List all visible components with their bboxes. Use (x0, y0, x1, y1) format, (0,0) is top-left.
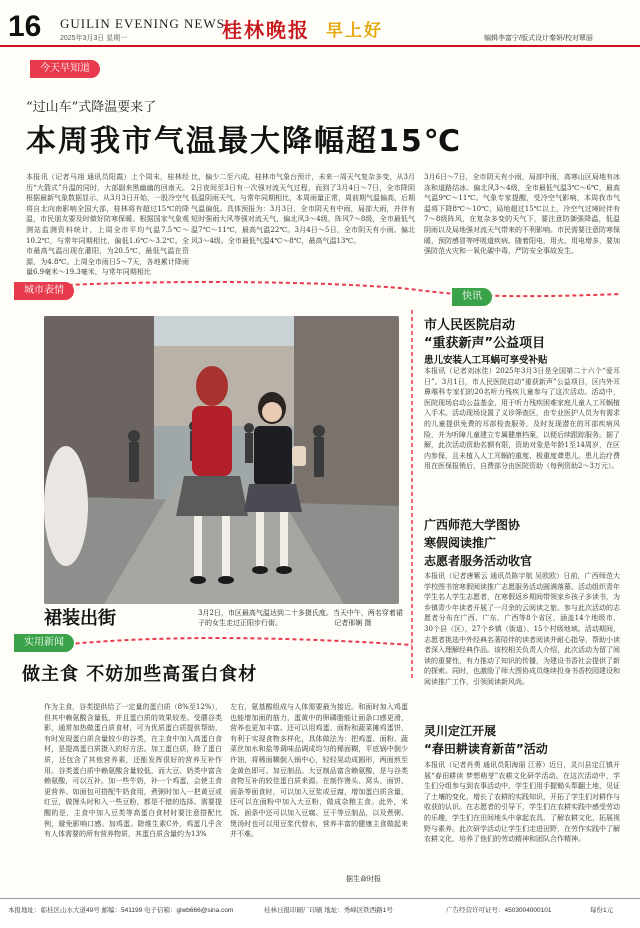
quick2-body: 本报讯（记者唐紫云 通讯员陈宇航 吴欧欧）日前，广西师范大学校图书馆寒假阅读推广志愿服务活动圆满落幕。活动组织青年学生名人学生志愿者，在寒假返乡期间带领家乡孩子多读书，为乡镇青少年读者开展了一月余的云阅读之旅。参与此次活动的志愿者分布在广西、广东、广西等8个省区，涵盖14个地级市、30个县（区），27个乡镇（街道）、15个村级地域。活动期间，志愿者挑选中外经典名著陪伴的读者阅读并耐心指导，帮助小读者深入理解经典作品。该校相关负责人介绍，此次活动为留了阅读的重要性，有力推动了知识的传播，为建设书香社会提供了新的探索。同时，也激励了师大图协成员继续投身书香校园建设和阅读推广工作，引领阅读新风尚。 (424, 572, 620, 686)
photo-caption-text: 3月2日，市区最高气温达到二十多摄氏度。当天中午，两名穿着裙子的女生走过正阳步行街。 (198, 609, 403, 627)
food-credit: 据生命时报 (346, 875, 381, 883)
quick2-headline-3: 志愿者服务活动收官 (424, 554, 533, 568)
quick2-headline-2: 寒假阅读推广 (424, 536, 497, 550)
footer-license: 广告经营许可证号：4503004000101 (446, 907, 552, 914)
page-footer (0, 898, 640, 928)
section-tag-city: 城市表情 (14, 282, 74, 300)
page-header (0, 0, 640, 46)
food-col-1: 作为主食，谷类提供给了一定量的蛋白质（8%至12%），但其中赖氨酸含量低，并且蛋白质的效果较差。受蘑谷类影，通常加热做蛋白质食材，可为优质蛋白质提供帮助，有时发现蛋白质含量较少的谷类，在主食中加入高蛋白食材，是提高蛋白质摄入的好方法。加工蛋白质，除了蛋白质，还包含了其他营养素，还能发挥很好的营养互补作用。谷类蛋白质中赖氨酸含量较低，而大豆、奶类中富含赖氨酸，可以互补。加一些牛奶，补一个鸡蛋，会使主食更营养。如面包可搭配牛奶食用，煮粥时加入一把黄豆或红豆，做馒头时和入一些豆粉，都是不错的选择。需要提醒的是，主食中加入豆类等高蛋白食材时要注意搭配比例，避免影响口感。加鸡蛋。除维生素C外，鸡蛋几乎含有人体需要的所有营养物质，其蛋白质含量约为13% (44, 703, 222, 839)
quick1-headline-1: 市人民医院启动 (424, 318, 516, 333)
photo-caption (198, 608, 408, 628)
quick1-body: 本报讯（记者刘冰佳）2025年3月3日是全国第二十六个“爱耳日”。3月1日，市人民医院启动“重获新声”公益项目，区内外耳鼻喉科专家们的20名听力残疾儿童参与了这次活动。活动中，医院现场启动公益基金，用于听力残疾困难家庭儿童人工耳蜗植入手术。活动现场设置了义诊筛查区，由专业医护人员为有需求的儿童提供免费的耳部检查服务，及时发现潜在的耳部疾病风险，并为听障儿童建立专属健康档案，以便后续跟踪服务。据了解，此次活动资助名额有限，资助对象是年龄1至14周岁，在区内参保，且未植入人工耳蜗的重度、极重度聋患儿。患儿治疗费用在医保报销后，自费部分由医院资助（每例资助2～3万元）。 (424, 367, 620, 471)
street-photo (44, 316, 399, 604)
footer-price: 每份1元 (590, 907, 614, 914)
quick2-headline-1: 广西师范大学图协 (424, 518, 521, 532)
header-rule (0, 45, 640, 47)
paper-logo: 桂林晚报 (222, 18, 310, 42)
story-subhead: “过山车”式降温要来了 (26, 100, 157, 115)
food-col-2: 左右，氨基酸组成与人体需要最为接近。和面时加入鸡蛋也能增加面的筋力，蛋黄中的卵磷脂能让面条口感更滑，营养也更加丰富。还可以用鸡蛋、面粉和蔬菜摊鸡蛋饼，有利于实现食物多样化，具体做法为：把鸡蛋、面粉、蔬菜丝加水和盐等调味品调成均匀的稀面糊，平底锅中倒少许油，将稀面糊倒入锅中心，轻轻晃动成圆形，两面煎至金黄色即可。加豆制品。大豆制品富含赖氨酸，是与谷类食物互补的较佳蛋白质来源。在制作馒头、窝头、面饼、面条等面食时，可以加入豆浆或豆腐，增加蛋白质含量，还可以在面粉中加入大豆粉，做成杂粮主食。此外，米饭、面条中还可以加入豆腐、豆干等豆制品，以及煮粥、煲汤时也可以用豆浆代替水，营养丰富的健康主食做起来并不难。 (230, 703, 408, 839)
section-tag-today: 今天早知道 (30, 60, 100, 78)
page-number: 16 (8, 10, 42, 43)
issue-date: 2025年3月3日 星期一 (60, 35, 128, 42)
food-headline: 做主食 不妨加些高蛋白食材 (22, 664, 258, 685)
top-story-col-2: 比，偏少二至六成。桂林市气象台预计，未来一周天气复杂多变，从3月2日夜间至3日有一次强对流天气过程，而到了3月4日～7日，全市降阴低温阴雨天气，与常年同期相比，本周雨量正常，周前期气温偏高，后期气温偏低。具体预报为：3月3日，全市阴天有中雨，局部大雨，并伴有短时强雨大风等强对流天气，偏北风3～4级，阵风7～8级，全市最低气温7℃～11℃，最高气温22℃。3月4日～5日，全市阴天有小雨。偏北风3～4级。全市最低气温4℃～8℃，最高气温13℃。 (191, 173, 415, 245)
quick3-headline-1: 灵川定江开展 (424, 724, 497, 738)
quick3-headline-2: “春田耕读育新苗”活动 (424, 742, 548, 756)
section-logo: 早上好 (326, 21, 383, 41)
quick1-headline-2: “重获新声”公益项目 (424, 336, 546, 351)
top-story-col-3: 3月6日～7日，全市阴天有小雨，局部中雨，高寒山区局地有冰冻和道路结冰。偏北风3～4级，全市最低气温3℃～6℃，最高气温9℃～11℃。气象专家提醒，受冷空气影响，本周我市气温将下降8℃～10℃，局地超过15℃以上，冷空气过境时伴有7～8级阵风，在复杂多变的天气下，要注意防御强降温，低温阴雨以及局地强对流天气带来的不利影响。市民需要注意防寒保暖，预防感冒等呼吸道疾病。随着阳电，用火、用电增多，要加强防范火灾和一氧化碳中毒，严防安全事故发生。 (424, 173, 620, 256)
photo-credit: 记者邢娴 摄 (334, 619, 372, 627)
photo-title: 裙装出街 (44, 608, 116, 629)
footer-printer: 桂林日报印刷厂印刷 地址：秀峰区铁西路1号 (264, 907, 393, 914)
quick3-body: 本报讯（记者肖勇 通讯员阳海丽 江蓉）近日，灵川县定江镇开展“春田耕读 梦想萌芽”农耕文化研学活动。在这次活动中，学生们分组参与到农事活动中，学生们用手握锄头犁翻土地，见证了土壤的变化，增长了农耕的实践知识，开拓了学生们对耕作与收获的认识。在志愿者的引导下，学生们在农耕实践中感受劳动的乐趣，学生们在田间地头中拿起农具，了解农耕文化，拓展视野与素养。此次研学活动让学生们走进田野，在劳作实践中了解农耕文化，培养了他们的劳动精神和团队合作精神。 (424, 761, 620, 844)
footer-address: 本报地址：临桂区山水大道49号 邮编：541199 电子信箱：glwb666@sina.com (8, 907, 234, 914)
section-tag-quick: 快讯 (452, 288, 492, 306)
top-story-col-1: 本报讯（记者马翊 通讯员阳霞）上个周末，桂林经历“大箭式”升温的同时，大部副来黑幽幽的回南天。根据最新气象数据显示，从3月3日开始，一股冷空气将自北向南影响全国大部，桂林将有超过15℃的降温，市民朋友要及时做好防寒保暖。根据国家气象观测站监测资料统计，上周全市平均气温7.5℃～10.2℃，与常年同期相比，偏低1.6℃～3.2℃。全市最高气温出现在灌阳，为20.5℃，最低气温在资源，为4.8℃。上周全市雨日5～7天，各地累计降雨量6.9毫米～19.3毫米，与常年同期相比 (26, 173, 189, 277)
editors-line: 编辑李富宁/版式设计秦妍/校对覃丽 (484, 35, 593, 42)
section-tag-practical: 实用新闻 (14, 634, 74, 652)
quick1-subhead: 患儿安装人工耳蜗可享受补贴 (424, 355, 548, 366)
paper-name-en: GUILIN EVENING NEWS (60, 16, 225, 31)
story-headline: 本周我市气温最大降幅超15℃ (26, 124, 463, 159)
